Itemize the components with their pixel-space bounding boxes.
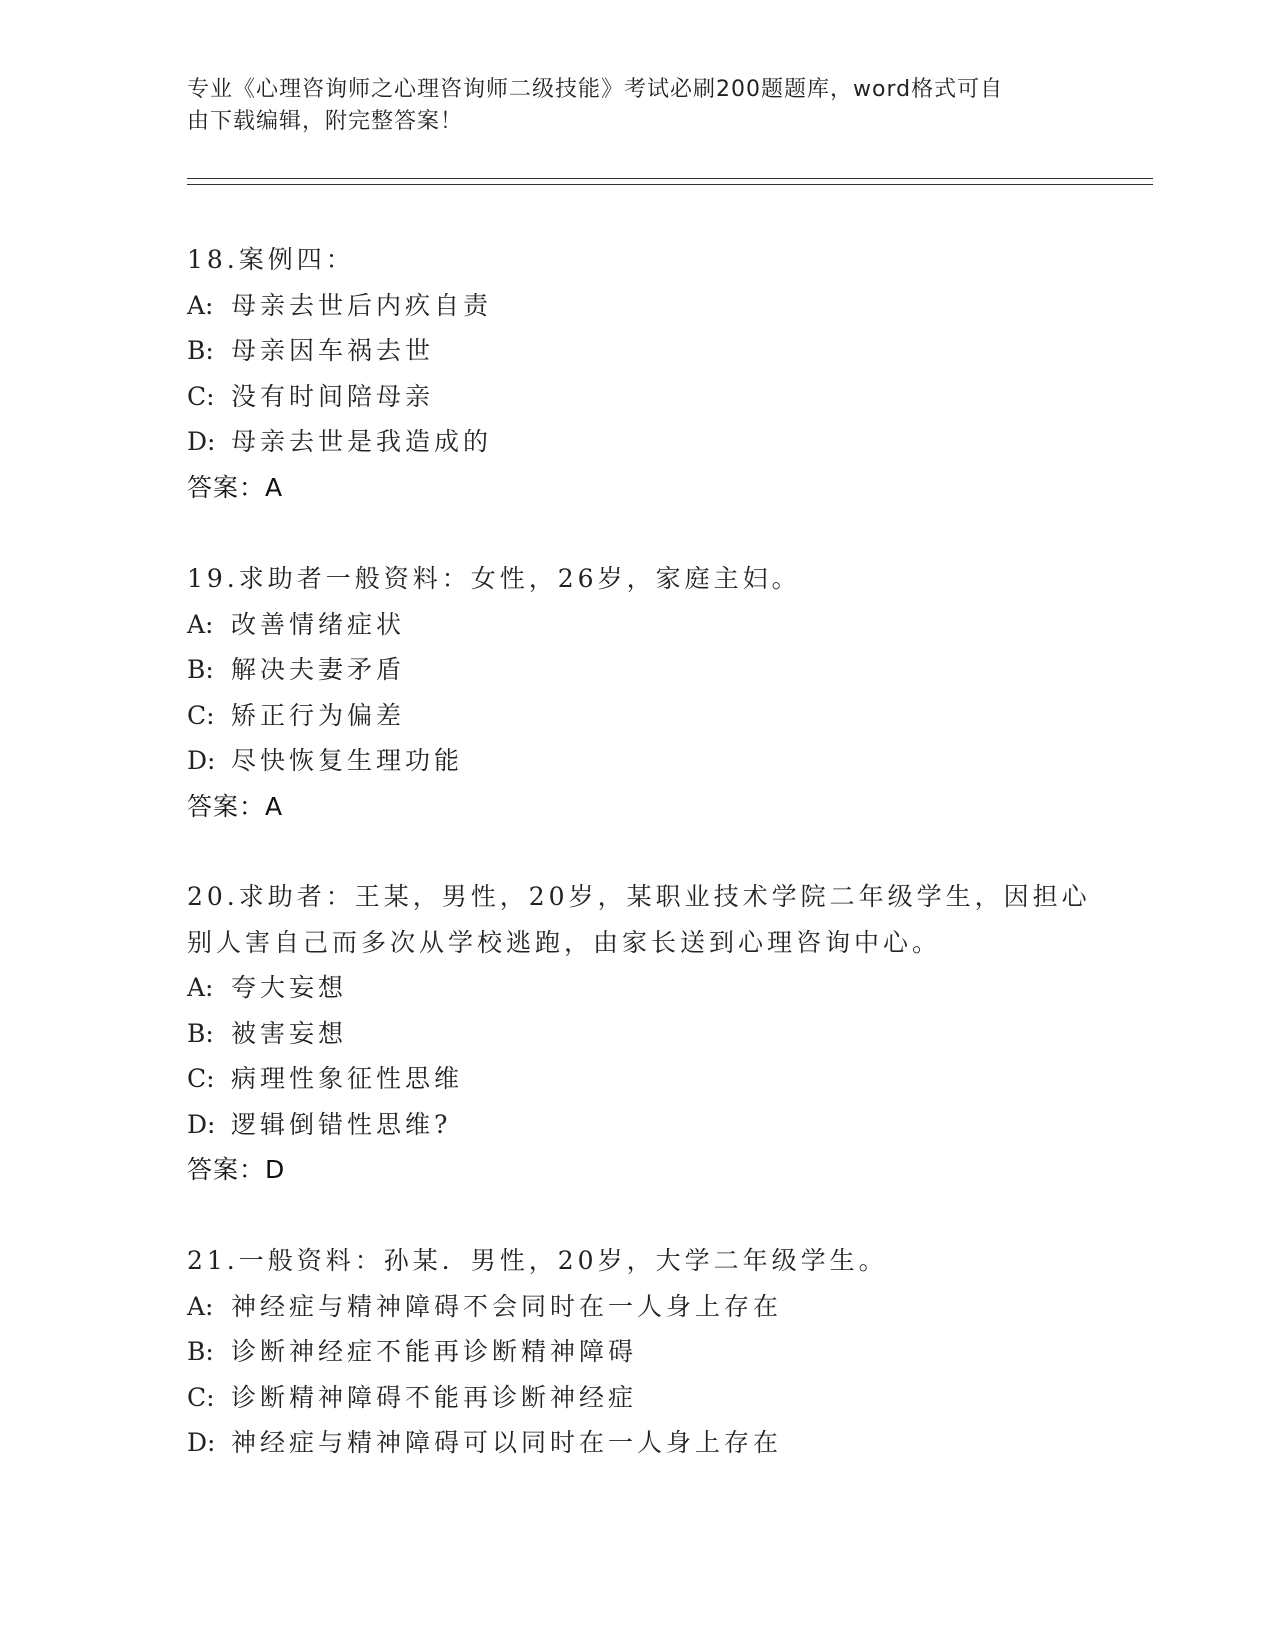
option-letter: D: bbox=[187, 427, 216, 456]
option-letter: B: bbox=[187, 1018, 214, 1048]
document-header bbox=[187, 74, 1067, 138]
option-a bbox=[187, 1284, 1087, 1330]
question-stem: 21.一般资料：孙某．男性，20岁，大学二年级学生。 bbox=[187, 1246, 888, 1275]
question-stem: 19.求助者一般资料：女性，26岁，家庭主妇。 bbox=[187, 564, 801, 593]
option-text: 被害妄想 bbox=[231, 1018, 348, 1048]
option-b bbox=[187, 1329, 1087, 1375]
option-letter: D: bbox=[187, 1109, 216, 1139]
option-letter: C: bbox=[187, 700, 215, 730]
question-20 bbox=[187, 874, 1091, 1193]
option-text: 尽快恢复生理功能 bbox=[231, 746, 464, 775]
option-a bbox=[187, 602, 1087, 648]
option-text: 母亲去世是我造成的 bbox=[231, 427, 493, 456]
option-c bbox=[187, 1375, 1087, 1421]
option-text: 诊断精神障碍不能再诊断神经症 bbox=[231, 1382, 638, 1412]
option-text: 诊断神经症不能再诊断精神障碍 bbox=[231, 1337, 638, 1366]
option-d bbox=[187, 419, 1087, 465]
option-letter: A: bbox=[187, 1291, 214, 1321]
option-letter: C: bbox=[187, 1382, 215, 1412]
option-letter: D: bbox=[187, 746, 216, 775]
option-text: 神经症与精神障碍不会同时在一人身上存在 bbox=[231, 1291, 783, 1321]
option-letter: A: bbox=[187, 973, 214, 1002]
header-divider bbox=[187, 178, 1153, 185]
option-text: 没有时间陪母亲 bbox=[231, 381, 435, 411]
option-text: 病理性象征性思维 bbox=[231, 1064, 464, 1093]
option-d bbox=[187, 738, 1087, 784]
option-a bbox=[187, 283, 1087, 329]
option-letter: C: bbox=[187, 1064, 215, 1093]
header-line-2: 由下载编辑，附完整答案！ bbox=[187, 109, 464, 134]
answer-label: 答案：A bbox=[187, 791, 284, 821]
option-letter: A: bbox=[187, 290, 214, 320]
option-letter: D: bbox=[187, 1428, 216, 1457]
option-text: 解决夫妻矛盾 bbox=[231, 655, 406, 684]
option-d bbox=[187, 1420, 1087, 1466]
option-letter: B: bbox=[187, 336, 214, 365]
option-text: 逻辑倒错性思维? bbox=[231, 1109, 452, 1139]
option-text: 夸大妄想 bbox=[231, 973, 348, 1002]
question-stem-line-1: 20.求助者：王某，男性，20岁，某职业技术学院二年级学生，因担心 bbox=[187, 882, 1091, 911]
option-text: 矫正行为偏差 bbox=[231, 700, 406, 730]
option-text: 母亲去世后内疚自责 bbox=[231, 290, 493, 320]
option-letter: A: bbox=[187, 609, 214, 639]
option-text: 神经症与精神障碍可以同时在一人身上存在 bbox=[231, 1428, 783, 1457]
header-line-1: 专业《心理咨询师之心理咨询师二级技能》考试必刷200题题库，word格式可自 bbox=[187, 77, 1004, 102]
question-stem: 18.案例四： bbox=[187, 245, 355, 274]
answer-label: 答案：A bbox=[187, 472, 284, 502]
option-b bbox=[187, 647, 1087, 693]
option-text: 母亲因车祸去世 bbox=[231, 336, 435, 365]
question-21 bbox=[187, 1238, 1087, 1466]
option-d bbox=[187, 1102, 1087, 1148]
answer-label: 答案：D bbox=[187, 1155, 286, 1184]
option-a bbox=[187, 965, 1087, 1011]
question-19 bbox=[187, 556, 1087, 829]
question-stem-line-2: 别人害自己而多次从学校逃跑，由家长送到心理咨询中心。 bbox=[187, 927, 942, 957]
option-b bbox=[187, 1011, 1087, 1057]
option-letter: B: bbox=[187, 655, 214, 684]
option-c bbox=[187, 374, 1087, 420]
option-c bbox=[187, 1056, 1087, 1102]
option-text: 改善情绪症状 bbox=[231, 609, 406, 639]
option-letter: B: bbox=[187, 1337, 214, 1366]
option-c bbox=[187, 693, 1087, 739]
option-b bbox=[187, 328, 1087, 374]
question-18 bbox=[187, 237, 1087, 510]
option-letter: C: bbox=[187, 381, 215, 411]
